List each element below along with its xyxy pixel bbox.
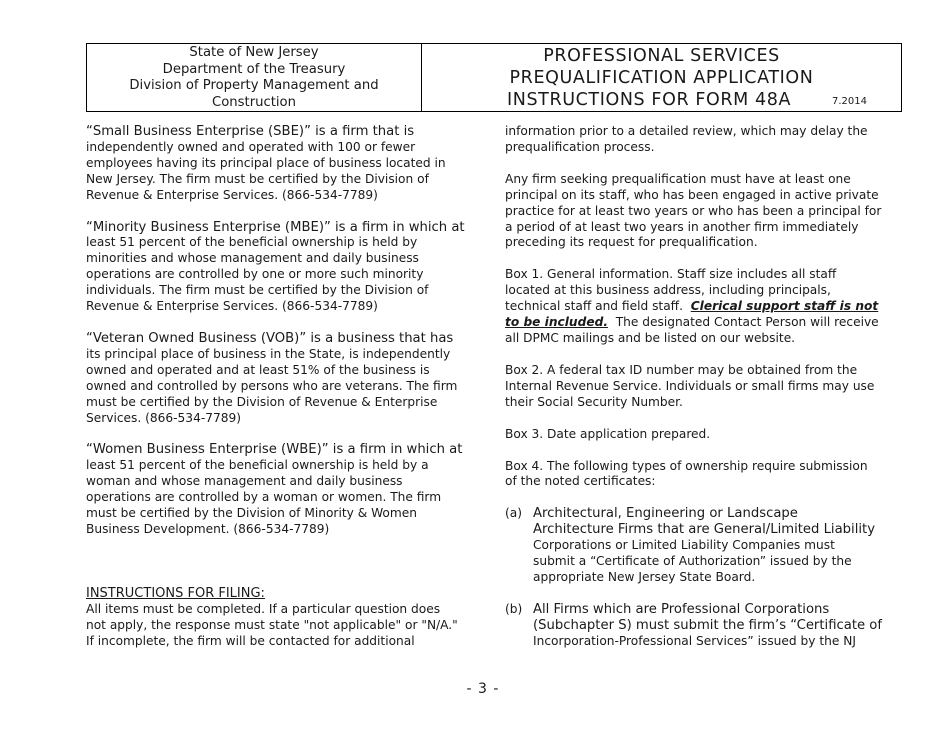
text-line: operations are controlled by one or more such minority (86, 267, 424, 282)
text-line: operations are controlled by a woman or women. The firm (86, 490, 442, 505)
text-line: located at this business address, including principals, (505, 283, 831, 298)
text-line: of the noted certificates: (505, 474, 656, 489)
text-line: Internal Revenue Service. Individuals or small firms may use (505, 378, 875, 393)
text-line: (Subchapter S) must submit the firm’s “Certificate of (533, 617, 883, 633)
text-line (505, 299, 882, 315)
text-line: “Small Business Enterprise (SBE)” is a firm that is (86, 124, 415, 139)
text-line: all DPMC mailings and be listed on our website. (505, 330, 796, 345)
form-header (86, 43, 902, 112)
text-line: submit a “Certificate of Authorization” issued by the (533, 554, 852, 569)
box3-instructions (505, 427, 882, 443)
title-block (422, 44, 901, 111)
text-line: information prior to a detailed review, which may delay the (505, 124, 868, 138)
text-line: Box 4. The following types of ownership require submission (505, 458, 868, 473)
text-line: If incomplete, the firm will be contacted for additional (86, 633, 415, 648)
text-line: “Veteran Owned Business (VOB)” is a business that has (86, 330, 454, 346)
text-line: “Minority Business Enterprise (MBE)” is a firm in which at (86, 219, 465, 235)
filing-instructions (86, 586, 465, 650)
text-line: independently owned and operated with 100 or fewer (86, 139, 416, 154)
spacer (86, 554, 465, 586)
text-line: least 51 percent of the beneficial ownership is held by (86, 235, 418, 250)
agency-line: Construction (212, 94, 296, 110)
item-label: (b) (505, 601, 523, 616)
mbe-definition (86, 220, 465, 315)
text-line: its principal place of business in the State, is independently (86, 346, 451, 361)
text-line: principal on its staff, who has been engaged in active private (505, 187, 879, 202)
text-line: a period of at least two years in another firm immediately (505, 219, 859, 234)
text-line: Box 3. Date application prepared. (505, 426, 711, 441)
text-line: preceding its request for prequalification. (505, 235, 758, 250)
text-line: must be certified by the Division of Minority & Women (86, 506, 417, 521)
section-heading: INSTRUCTIONS FOR FILING: (86, 585, 265, 601)
item-label: (a) (505, 506, 522, 521)
text-line: Services. (866-534-7789) (86, 410, 241, 425)
form-revision-date: 7.2014 (832, 96, 867, 107)
text-run: technical staff and field staff. (505, 299, 691, 314)
wbe-definition (86, 442, 465, 537)
text-line: Architecture Firms that are General/Limited Liability (533, 522, 876, 538)
box2-instructions (505, 363, 882, 411)
text-line: least 51 percent of the beneficial ownership is held by a (86, 458, 429, 473)
text-line: Revenue & Enterprise Services. (866-534-7789) (86, 299, 378, 314)
vob-definition (86, 331, 465, 426)
continued-text (505, 124, 882, 156)
text-line: employees having its principal place of business located in (86, 155, 446, 170)
text-line: owned and controlled by persons who are veterans. The firm (86, 378, 458, 393)
agency-block (87, 44, 422, 111)
text-line: New Jersey. The firm must be certified by the Division of (86, 171, 429, 186)
text-line: individuals. The firm must be certified by the Division of (86, 283, 429, 298)
text-line: appropriate New Jersey State Board. (533, 569, 756, 584)
clerical-note: to be included. (505, 315, 608, 330)
text-line: Incorporation-Professional Services” issued by the NJ (533, 633, 856, 648)
document-title: PROFESSIONAL SERVICES (543, 46, 780, 66)
text-line: practice for at least two years or who has been a principal for (505, 203, 882, 218)
document-title: PREQUALIFICATION APPLICATION (509, 68, 814, 88)
text-line: Box 1. General information. Staff size includes all staff (505, 267, 837, 282)
text-line: Revenue & Enterprise Services. (866-534-7789) (86, 187, 378, 202)
principal-requirement (505, 172, 882, 252)
agency-line: Department of the Treasury (162, 61, 346, 77)
text-line: Architectural, Engineering or Landscape (533, 506, 798, 522)
list-item-a (505, 506, 882, 586)
text-line: must be certified by the Division of Revenue & Enterprise (86, 394, 438, 409)
left-column (86, 124, 465, 665)
text-line: Box 2. A federal tax ID number may be obtained from the (505, 362, 858, 377)
right-column (505, 124, 882, 666)
agency-line: Division of Property Management and (129, 78, 379, 93)
text-line (505, 315, 882, 331)
text-line: “Women Business Enterprise (WBE)” is a firm in which at (86, 442, 463, 458)
agency-line: State of New Jersey (189, 45, 319, 60)
text-line: their Social Security Number. (505, 394, 683, 409)
sbe-definition (86, 124, 465, 204)
text-line: minorities and whose management and daily business (86, 251, 419, 266)
box4-instructions (505, 459, 882, 491)
document-title: INSTRUCTIONS FOR FORM 48A (507, 90, 792, 110)
list-item-b (505, 602, 882, 650)
text-line: Business Development. (866-534-7789) (86, 521, 330, 536)
text-line: owned and operated and at least 51% of the business is (86, 362, 430, 377)
text-line: Corporations or Limited Liability Companies must (533, 538, 835, 553)
page-number: - 3 - (466, 681, 500, 697)
clerical-note: Clerical support staff is not (690, 299, 879, 314)
box1-instructions (505, 267, 882, 347)
text-run: The designated Contact Person will receive (607, 315, 879, 330)
text-line: prequalification process. (505, 139, 655, 154)
text-line: All Firms which are Professional Corporations (533, 601, 830, 617)
text-line: All items must be completed. If a particular question does (86, 601, 441, 616)
text-line: Any firm seeking prequalification must have at least one (505, 171, 851, 186)
text-line: not apply, the response must state "not applicable" or "N/A." (86, 617, 458, 632)
text-line: woman and whose management and daily business (86, 474, 403, 489)
